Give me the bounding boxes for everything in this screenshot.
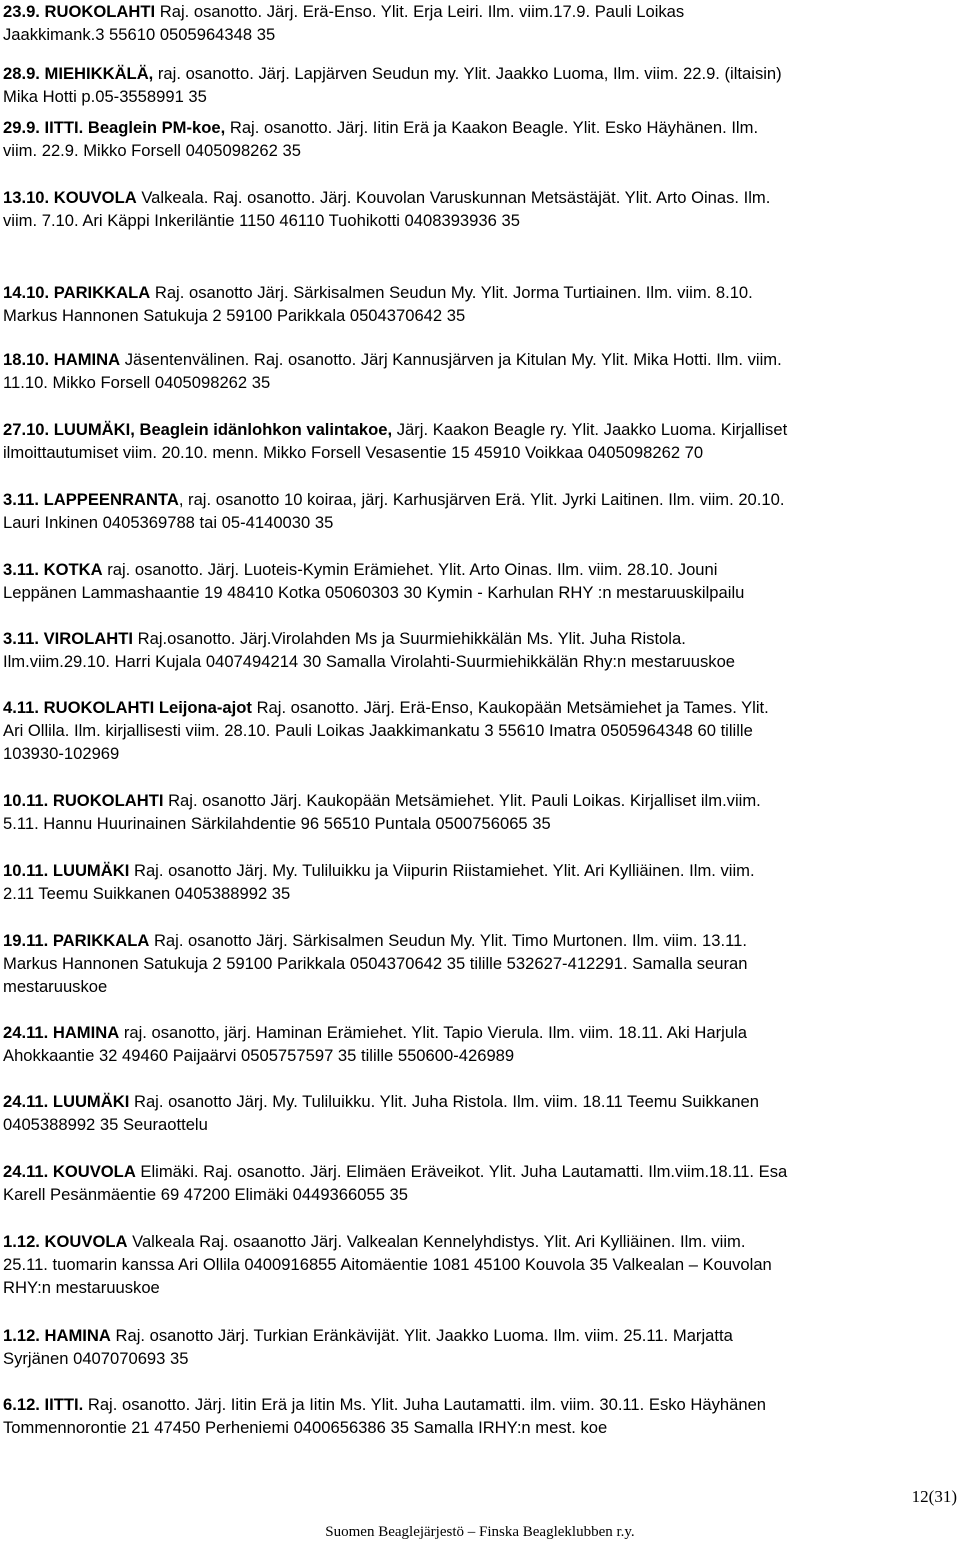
event-text: mestaruuskoe xyxy=(3,977,108,996)
entry-line xyxy=(3,1347,957,1370)
event-entry xyxy=(3,929,957,998)
entry-line xyxy=(3,1021,957,1044)
entry-line xyxy=(3,929,957,952)
event-text: Raj. osanotto Järj. Särkisalmen Seudun My. Ylit. Jorma Turtiainen. Ilm. viim. 8.10. xyxy=(150,283,753,302)
page-number: 12(31) xyxy=(911,1487,957,1506)
event-text: Ari Ollila. Ilm. kirjallisesti viim. 28.10. Pauli Loikas Jaakkimankatu 3 55610 Imatra 0505964348 60 tilille xyxy=(3,721,753,740)
event-heading: 28.9. MIEHIKKÄLÄ, xyxy=(3,64,154,83)
event-text: Raj. osanotto Järj. Turkian Eränkävijät. Ylit. Jaakko Luoma. Ilm. viim. 25.11. Marjatta xyxy=(110,1326,733,1345)
event-entry xyxy=(3,1324,957,1370)
event-text: Jäsentenvälinen. Raj. osanotto. Järj Kannusjärven ja Kitulan My. Ylit. Mika Hotti. Ilm. viim. xyxy=(120,350,782,369)
event-entry xyxy=(3,627,957,673)
event-entry xyxy=(3,696,957,765)
entry-line xyxy=(3,139,957,162)
event-entry xyxy=(3,1021,957,1067)
entry-line xyxy=(3,975,957,998)
entry-line xyxy=(3,627,957,650)
entry-line xyxy=(3,348,957,371)
event-text: Elimäki. Raj. osanotto. Järj. Elimäen Eräveikot. Ylit. Juha Lautamatti. Ilm.viim.18.11. Esa xyxy=(135,1162,788,1181)
entry-line xyxy=(3,789,957,812)
event-text: Syrjänen 0407070693 35 xyxy=(3,1349,189,1368)
entry-line xyxy=(3,23,957,46)
entry-line xyxy=(3,882,957,905)
entry-line xyxy=(3,719,957,742)
event-heading: 6.12. IITTI. xyxy=(3,1395,84,1414)
page-footer: Suomen Beaglejärjestö – Finska Beagleklubben r.y. xyxy=(325,1524,635,1540)
event-heading: 23.9. RUOKOLAHTI xyxy=(3,2,156,21)
event-heading: 13.10. KOUVOLA xyxy=(3,188,137,207)
event-entry xyxy=(3,348,957,394)
event-text: ilmoittautumiset viim. 20.10. menn. Mikko Forsell Vesasentie 15 45910 Voikkaa 0405098262 70 xyxy=(3,443,704,462)
entry-line xyxy=(3,0,957,23)
event-text: raj. osanotto. Järj. Luoteis-Kymin Erämiehet. Ylit. Arto Oinas. Ilm. viim. 28.10. Jouni xyxy=(102,560,718,579)
event-text: 103930-102969 xyxy=(3,744,120,763)
event-text: Lauri Inkinen 0405369788 tai 05-4140030 35 xyxy=(3,513,334,532)
event-entry xyxy=(3,1230,957,1299)
entry-line xyxy=(3,116,957,139)
event-text: 11.10. Mikko Forsell 0405098262 35 xyxy=(3,373,271,392)
event-entry xyxy=(3,1090,957,1136)
event-text: raj. osanotto, järj. Haminan Erämiehet. Ylit. Tapio Vierula. Ilm. viim. 18.11. Aki Harjula xyxy=(119,1023,747,1042)
entry-line xyxy=(3,742,957,765)
event-text: Raj. osanotto Järj. My. Tuliluikku. Ylit. Juha Ristola. Ilm. viim. 18.11 Teemu Suikkanen xyxy=(129,1092,759,1111)
event-text: Ilm.viim.29.10. Harri Kujala 0407494214 30 Samalla Virolahti-Suurmiehikkälän Rhy:n mestaruuskoe xyxy=(3,652,736,671)
entry-line xyxy=(3,1276,957,1299)
event-heading: 24.11. KOUVOLA xyxy=(3,1162,136,1181)
event-text: Raj.osanotto. Järj.Virolahden Ms ja Suurmiehikkälän Ms. Ylit. Juha Ristola. xyxy=(133,629,686,648)
event-heading: 18.10. HAMINA xyxy=(3,350,121,369)
event-text: Jaakkimank.3 55610 0505964348 35 xyxy=(3,25,276,44)
event-text: Mika Hotti p.05-3558991 35 xyxy=(3,87,207,106)
entry-line xyxy=(3,186,957,209)
event-heading: 3.11. LAPPEENRANTA xyxy=(3,490,179,509)
entry-line xyxy=(3,62,957,85)
event-heading: 19.11. PARIKKALA xyxy=(3,931,150,950)
event-text: raj. osanotto. Järj. Lapjärven Seudun my. Ylit. Jaakko Luoma, Ilm. viim. 22.9. (iltaisin) xyxy=(153,64,782,83)
entry-line xyxy=(3,812,957,835)
event-text: viim. 7.10. Ari Käppi Inkeriläntie 1150 46110 Tuohikotti 0408393936 35 xyxy=(3,211,520,230)
entry-line xyxy=(3,581,957,604)
entry-line xyxy=(3,418,957,441)
event-entry xyxy=(3,116,957,162)
entry-line xyxy=(3,696,957,719)
event-text: Markus Hannonen Satukuja 2 59100 Parikkala 0504370642 35 xyxy=(3,306,466,325)
entry-line xyxy=(3,209,957,232)
event-text: Valkeala. Raj. osanotto. Järj. Kouvolan Varuskunnan Metsästäjät. Ylit. Arto Oinas. Ilm. xyxy=(136,188,771,207)
entry-line xyxy=(3,1183,957,1206)
event-text: 25.11. tuomarin kanssa Ari Ollila 0400916855 Aitomäentie 1081 45100 Kouvola 35 Valkealan – Kouvolan xyxy=(3,1255,772,1274)
entry-line xyxy=(3,558,957,581)
event-entry xyxy=(3,62,957,108)
event-text: Valkeala Raj. osaanotto Järj. Valkealan Kennelyhdistys. Ylit. Ari Kylliäinen. Ilm. viim. xyxy=(127,1232,746,1251)
entry-line xyxy=(3,1044,957,1067)
entry-line xyxy=(3,1113,957,1136)
event-heading: 1.12. KOUVOLA xyxy=(3,1232,128,1251)
event-heading: 29.9. IITTI. Beaglein PM-koe, xyxy=(3,118,226,137)
event-heading: 24.11. LUUMÄKI xyxy=(3,1092,130,1111)
event-text: Ahokkaantie 32 49460 Paijaärvi 0505757597 35 tilille 550600-426989 xyxy=(3,1046,515,1065)
entry-line xyxy=(3,859,957,882)
event-entry xyxy=(3,1393,957,1439)
event-heading: 10.11. LUUMÄKI xyxy=(3,861,130,880)
event-heading: 27.10. LUUMÄKI, Beaglein idänlohkon valintakoe, xyxy=(3,420,393,439)
entry-line xyxy=(3,281,957,304)
event-entry xyxy=(3,418,957,464)
event-text: Raj. osanotto. Järj. Erä-Enso. Ylit. Erja Leiri. Ilm. viim.17.9. Pauli Loikas xyxy=(155,2,685,21)
event-entry xyxy=(3,281,957,327)
event-text: , raj. osanotto 10 koiraa, järj. Karhusjärven Erä. Ylit. Jyrki Laitinen. Ilm. viim. 20.10. xyxy=(178,490,785,509)
event-entry xyxy=(3,186,957,232)
entry-line xyxy=(3,1416,957,1439)
event-heading: 24.11. HAMINA xyxy=(3,1023,120,1042)
event-heading: 1.12. HAMINA xyxy=(3,1326,111,1345)
event-entry xyxy=(3,558,957,604)
event-entry xyxy=(3,0,957,46)
entry-line xyxy=(3,1090,957,1113)
event-text: Järj. Kaakon Beagle ry. Ylit. Jaakko Luoma. Kirjalliset xyxy=(392,420,788,439)
event-heading: 14.10. PARIKKALA xyxy=(3,283,151,302)
event-entry xyxy=(3,859,957,905)
event-text: Leppänen Lammashaantie 19 48410 Kotka 05060303 30 Kymin - Karhulan RHY :n mestaruuskilpailu xyxy=(3,583,745,602)
event-text: Raj. osanotto Järj. Särkisalmen Seudun My. Ylit. Timo Murtonen. Ilm. viim. 13.11. xyxy=(149,931,747,950)
entry-line xyxy=(3,1253,957,1276)
event-heading: 3.11. KOTKA xyxy=(3,560,103,579)
entry-line xyxy=(3,488,957,511)
event-text: Tommennorontie 21 47450 Perheniemi 0400656386 35 Samalla IRHY:n mest. koe xyxy=(3,1418,608,1437)
event-text: Raj. osanotto Järj. My. Tuliluikku ja Viipurin Riistamiehet. Ylit. Ari Kylliäinen. Ilm. viim. xyxy=(129,861,755,880)
event-text: Karell Pesänmäentie 69 47200 Elimäki 0449366055 35 xyxy=(3,1185,408,1204)
event-text: Markus Hannonen Satukuja 2 59100 Parikkala 0504370642 35 tilille 532627-412291. Samalla seuran xyxy=(3,954,748,973)
entry-line xyxy=(3,1230,957,1253)
entry-line xyxy=(3,1160,957,1183)
event-entry xyxy=(3,488,957,534)
entry-line xyxy=(3,511,957,534)
entry-line xyxy=(3,1393,957,1416)
event-heading: 4.11. RUOKOLAHTI Leijona-ajot xyxy=(3,698,252,717)
event-text: Raj. osanotto. Järj. Erä-Enso, Kaukopään Metsämiehet ja Tames. Ylit. xyxy=(251,698,769,717)
event-heading: 3.11. VIROLAHTI xyxy=(3,629,134,648)
event-text: 2.11 Teemu Suikkanen 0405388992 35 xyxy=(3,884,291,903)
event-heading: 10.11. RUOKOLAHTI xyxy=(3,791,164,810)
entry-line xyxy=(3,1324,957,1347)
event-text: RHY:n mestaruuskoe xyxy=(3,1278,160,1297)
event-entry xyxy=(3,789,957,835)
event-text: viim. 22.9. Mikko Forsell 0405098262 35 xyxy=(3,141,301,160)
event-text: Raj. osanotto. Järj. Iitin Erä ja Iitin Ms. Ylit. Juha Lautamatti. ilm. viim. 30.11. Esko Häyhänen xyxy=(83,1395,767,1414)
event-text: 5.11. Hannu Huurinainen Särkilahdentie 96 56510 Puntala 0500756065 35 xyxy=(3,814,551,833)
event-entry xyxy=(3,1160,957,1206)
entry-line xyxy=(3,441,957,464)
entry-line xyxy=(3,650,957,673)
event-text: 0405388992 35 Seuraottelu xyxy=(3,1115,208,1134)
entry-line xyxy=(3,371,957,394)
entry-line xyxy=(3,304,957,327)
entry-line xyxy=(3,952,957,975)
entry-line xyxy=(3,85,957,108)
event-text: Raj. osanotto Järj. Kaukopään Metsämiehet. Ylit. Pauli Loikas. Kirjalliset ilm.viim. xyxy=(163,791,761,810)
event-text: Raj. osanotto. Järj. Iitin Erä ja Kaakon Beagle. Ylit. Esko Häyhänen. Ilm. xyxy=(225,118,759,137)
